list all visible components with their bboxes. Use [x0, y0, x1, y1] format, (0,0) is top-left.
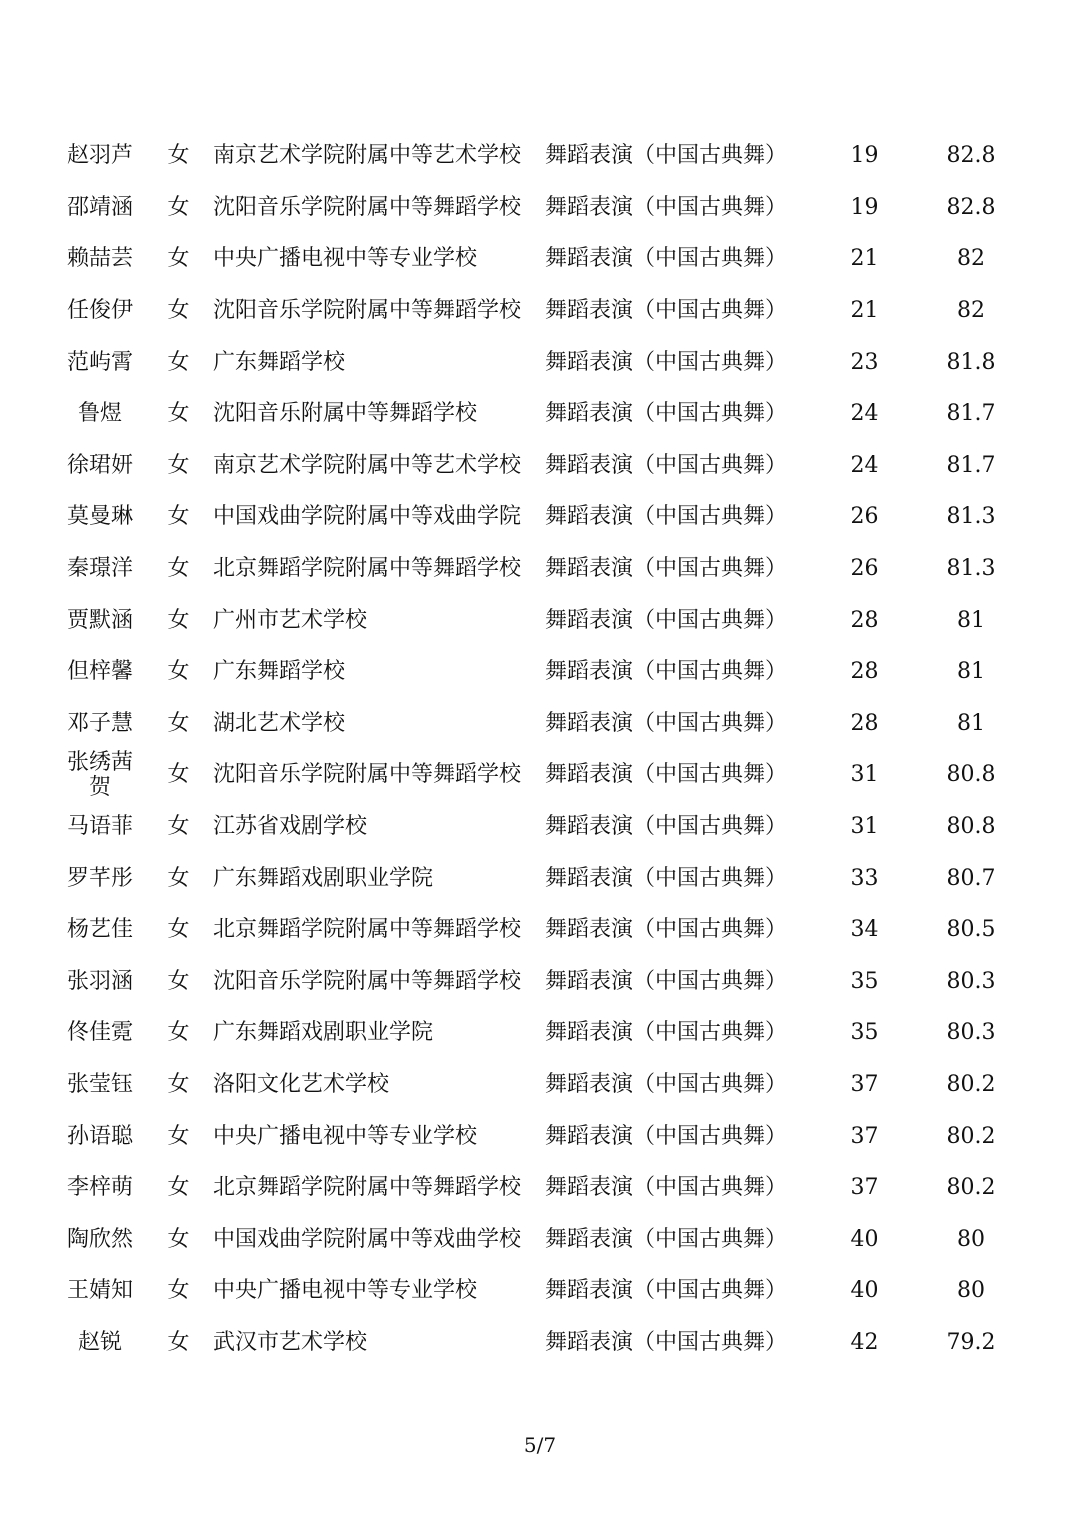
- cell-major: 舞蹈表演（中国古典舞）: [545, 298, 788, 324]
- cell-major: 舞蹈表演（中国古典舞）: [545, 1071, 788, 1097]
- cell-rank: 23: [850, 349, 879, 375]
- cell-school: 南京艺术学院附属中等艺术学校: [213, 143, 522, 169]
- table-row: [50, 1007, 1030, 1059]
- cell-gender: 女: [167, 968, 190, 994]
- table-row: [50, 956, 1030, 1008]
- cell-score: 81.7: [946, 401, 996, 427]
- cell-rank: 34: [850, 917, 879, 943]
- results-body: [50, 130, 1030, 1368]
- table-row: [50, 543, 1030, 595]
- table-row: [50, 1162, 1030, 1214]
- table-row: [50, 1213, 1030, 1265]
- cell-rank: 31: [850, 762, 879, 788]
- cell-score: 81: [957, 659, 985, 685]
- cell-rank: 21: [850, 298, 879, 324]
- cell-rank: 35: [850, 968, 879, 994]
- cell-rank: 26: [850, 504, 879, 530]
- cell-score: 80.3: [946, 968, 996, 994]
- cell-school: 沈阳音乐附属中等舞蹈学校: [213, 401, 478, 427]
- cell-score: 80.7: [946, 865, 996, 891]
- cell-name: 贾默涵: [66, 607, 133, 633]
- cell-school: 沈阳音乐学院附属中等舞蹈学校: [213, 762, 522, 788]
- cell-rank: 37: [850, 1071, 879, 1097]
- cell-name: 张羽涵: [66, 968, 133, 994]
- cell-school: 洛阳文化艺术学校: [213, 1071, 390, 1097]
- cell-major: 舞蹈表演（中国古典舞）: [545, 1123, 788, 1149]
- cell-rank: 37: [850, 1123, 879, 1149]
- cell-major: 舞蹈表演（中国古典舞）: [545, 762, 788, 788]
- cell-rank: 28: [850, 607, 879, 633]
- cell-major: 舞蹈表演（中国古典舞）: [545, 710, 788, 736]
- cell-school: 广州市艺术学校: [213, 607, 368, 633]
- cell-score: 81: [957, 710, 985, 736]
- cell-score: 80.2: [946, 1123, 996, 1149]
- table-row: [50, 130, 1030, 182]
- table-row: [50, 1110, 1030, 1162]
- cell-gender: 女: [167, 504, 190, 530]
- cell-school: 武汉市艺术学校: [213, 1329, 368, 1355]
- cell-major: 舞蹈表演（中国古典舞）: [545, 1226, 788, 1252]
- cell-name: 马语菲: [66, 814, 133, 840]
- cell-gender: 女: [167, 814, 190, 840]
- cell-gender: 女: [167, 246, 190, 272]
- cell-school: 中国戏曲学院附属中等戏曲学校: [213, 1226, 522, 1252]
- cell-school: 湖北艺术学校: [213, 710, 346, 736]
- cell-name: 莫曼琳: [66, 504, 133, 530]
- cell-major: 舞蹈表演（中国古典舞）: [545, 1020, 788, 1046]
- cell-school: 北京舞蹈学院附属中等舞蹈学校: [213, 1175, 522, 1201]
- cell-major: 舞蹈表演（中国古典舞）: [545, 814, 788, 840]
- table-row: [50, 594, 1030, 646]
- cell-major: 舞蹈表演（中国古典舞）: [545, 143, 788, 169]
- cell-gender: 女: [167, 1071, 190, 1097]
- cell-rank: 24: [850, 452, 879, 478]
- cell-school: 沈阳音乐学院附属中等舞蹈学校: [213, 968, 522, 994]
- cell-gender: 女: [167, 1175, 190, 1201]
- cell-major: 舞蹈表演（中国古典舞）: [545, 556, 788, 582]
- cell-score: 80.5: [946, 917, 996, 943]
- results-table: [50, 130, 1030, 1368]
- table-row: [50, 698, 1030, 750]
- cell-name: 张绣茜贺: [66, 749, 133, 800]
- cell-score: 82: [957, 246, 985, 272]
- cell-gender: 女: [167, 762, 190, 788]
- cell-gender: 女: [167, 607, 190, 633]
- cell-rank: 42: [850, 1329, 879, 1355]
- cell-gender: 女: [167, 710, 190, 736]
- table-row: [50, 852, 1030, 904]
- cell-score: 81.3: [946, 556, 996, 582]
- cell-rank: 37: [850, 1175, 879, 1201]
- table-row: [50, 388, 1030, 440]
- cell-major: 舞蹈表演（中国古典舞）: [545, 968, 788, 994]
- table-row: [50, 285, 1030, 337]
- cell-gender: 女: [167, 143, 190, 169]
- cell-rank: 28: [850, 659, 879, 685]
- table-row: [50, 1059, 1030, 1111]
- table-row: [50, 646, 1030, 698]
- cell-name: 陶欣然: [66, 1226, 133, 1252]
- cell-score: 80: [957, 1226, 985, 1252]
- cell-rank: 21: [850, 246, 879, 272]
- cell-school: 中央广播电视中等专业学校: [213, 1278, 478, 1304]
- cell-school: 中国戏曲学院附属中等戏曲学院: [213, 504, 522, 530]
- table-row: [50, 440, 1030, 492]
- cell-score: 82: [957, 298, 985, 324]
- cell-school: 北京舞蹈学院附属中等舞蹈学校: [213, 917, 522, 943]
- cell-score: 81.8: [946, 349, 996, 375]
- cell-major: 舞蹈表演（中国古典舞）: [545, 917, 788, 943]
- table-row: [50, 233, 1030, 285]
- cell-major: 舞蹈表演（中国古典舞）: [545, 401, 788, 427]
- cell-gender: 女: [167, 298, 190, 324]
- cell-gender: 女: [167, 917, 190, 943]
- table-row: [50, 1265, 1030, 1317]
- cell-major: 舞蹈表演（中国古典舞）: [545, 1175, 788, 1201]
- cell-name: 杨艺佳: [66, 917, 133, 943]
- cell-major: 舞蹈表演（中国古典舞）: [545, 659, 788, 685]
- cell-name: 徐珺妍: [66, 452, 133, 478]
- cell-school: 广东舞蹈学校: [213, 659, 346, 685]
- cell-score: 80.8: [946, 814, 996, 840]
- cell-major: 舞蹈表演（中国古典舞）: [545, 194, 788, 220]
- cell-name: 范屿霄: [66, 349, 133, 375]
- cell-rank: 24: [850, 401, 879, 427]
- cell-name: 佟佳霓: [66, 1020, 133, 1046]
- cell-school: 沈阳音乐学院附属中等舞蹈学校: [213, 298, 522, 324]
- table-row: [50, 801, 1030, 853]
- cell-score: 82.8: [946, 194, 996, 220]
- cell-gender: 女: [167, 452, 190, 478]
- cell-major: 舞蹈表演（中国古典舞）: [545, 607, 788, 633]
- cell-major: 舞蹈表演（中国古典舞）: [545, 349, 788, 375]
- cell-score: 80.8: [946, 762, 996, 788]
- table-row: [50, 182, 1030, 234]
- cell-major: 舞蹈表演（中国古典舞）: [545, 504, 788, 530]
- cell-name: 邵靖涵: [66, 194, 133, 220]
- cell-gender: 女: [167, 194, 190, 220]
- cell-score: 79.2: [946, 1329, 996, 1355]
- cell-school: 中央广播电视中等专业学校: [213, 246, 478, 272]
- cell-score: 81: [957, 607, 985, 633]
- cell-name: 张莹钰: [66, 1071, 133, 1097]
- cell-name: 任俊伊: [66, 298, 133, 324]
- cell-school: 广东舞蹈戏剧职业学院: [213, 865, 434, 891]
- cell-school: 南京艺术学院附属中等艺术学校: [213, 452, 522, 478]
- table-row: [50, 749, 1030, 801]
- cell-name: 王婧知: [66, 1278, 133, 1304]
- cell-school: 江苏省戏剧学校: [213, 814, 368, 840]
- table-row: [50, 904, 1030, 956]
- cell-score: 80.2: [946, 1071, 996, 1097]
- cell-rank: 31: [850, 814, 879, 840]
- cell-major: 舞蹈表演（中国古典舞）: [545, 865, 788, 891]
- cell-name: 李梓萌: [66, 1175, 133, 1201]
- cell-school: 中央广播电视中等专业学校: [213, 1123, 478, 1149]
- cell-name: 但梓馨: [66, 659, 133, 685]
- cell-gender: 女: [167, 1123, 190, 1149]
- cell-major: 舞蹈表演（中国古典舞）: [545, 246, 788, 272]
- cell-school: 广东舞蹈戏剧职业学院: [213, 1020, 434, 1046]
- cell-gender: 女: [167, 1226, 190, 1252]
- cell-score: 81.3: [946, 504, 996, 530]
- cell-rank: 40: [850, 1278, 879, 1304]
- cell-gender: 女: [167, 401, 190, 427]
- cell-rank: 33: [850, 865, 879, 891]
- cell-major: 舞蹈表演（中国古典舞）: [545, 452, 788, 478]
- cell-gender: 女: [167, 1020, 190, 1046]
- cell-name: 赵羽芦: [66, 143, 133, 169]
- cell-score: 82.8: [946, 143, 996, 169]
- cell-rank: 28: [850, 710, 879, 736]
- cell-gender: 女: [167, 865, 190, 891]
- cell-major: 舞蹈表演（中国古典舞）: [545, 1278, 788, 1304]
- cell-name: 赵锐: [77, 1329, 122, 1355]
- page-number: 5/7: [523, 1433, 557, 1457]
- table-row: [50, 336, 1030, 388]
- cell-gender: 女: [167, 659, 190, 685]
- cell-name: 罗芊彤: [66, 865, 133, 891]
- cell-score: 80.3: [946, 1020, 996, 1046]
- cell-major: 舞蹈表演（中国古典舞）: [545, 1329, 788, 1355]
- cell-gender: 女: [167, 349, 190, 375]
- cell-school: 北京舞蹈学院附属中等舞蹈学校: [213, 556, 522, 582]
- cell-score: 80: [957, 1278, 985, 1304]
- cell-rank: 19: [850, 143, 879, 169]
- cell-rank: 40: [850, 1226, 879, 1252]
- cell-gender: 女: [167, 1278, 190, 1304]
- cell-name: 孙语聪: [66, 1123, 133, 1149]
- cell-school: 广东舞蹈学校: [213, 349, 346, 375]
- cell-name: 邓子慧: [66, 710, 133, 736]
- cell-name: 赖喆芸: [66, 246, 133, 272]
- cell-rank: 35: [850, 1020, 879, 1046]
- cell-rank: 19: [850, 194, 879, 220]
- cell-rank: 26: [850, 556, 879, 582]
- cell-name: 秦璟洋: [66, 556, 133, 582]
- cell-school: 沈阳音乐学院附属中等舞蹈学校: [213, 194, 522, 220]
- cell-score: 80.2: [946, 1175, 996, 1201]
- cell-gender: 女: [167, 556, 190, 582]
- table-row: [50, 491, 1030, 543]
- cell-name: 鲁煜: [77, 401, 122, 427]
- cell-gender: 女: [167, 1329, 190, 1355]
- table-row: [50, 1317, 1030, 1369]
- cell-score: 81.7: [946, 452, 996, 478]
